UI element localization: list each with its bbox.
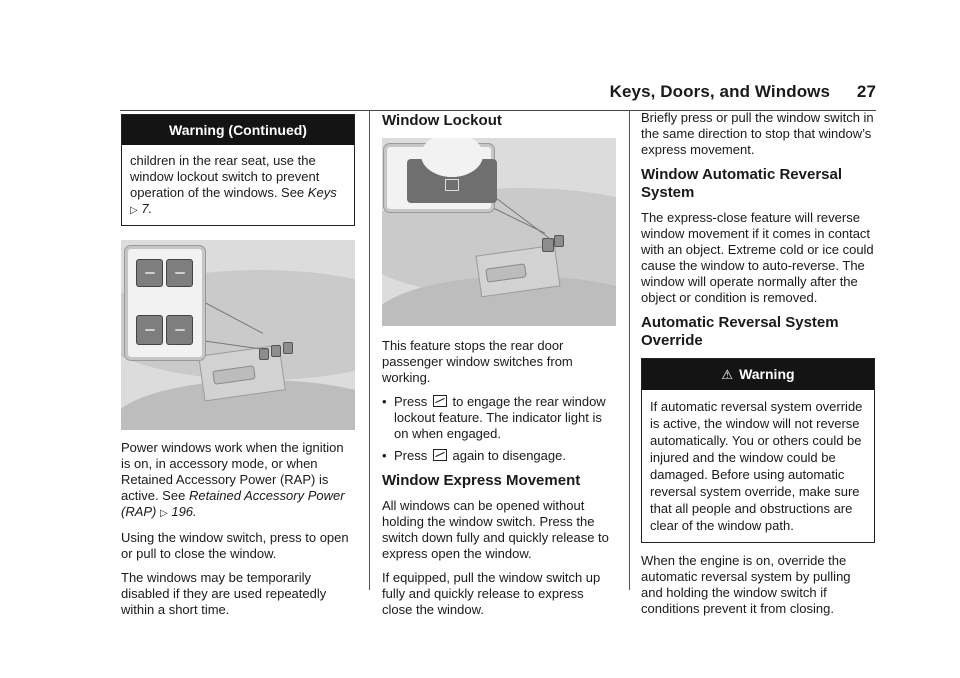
column-3 bbox=[641, 110, 875, 625]
lockout-description: This feature stops the rear door passenger window switches from working. bbox=[382, 338, 573, 385]
express-close-text: If equipped, pull the window switch up fully and quickly release to express close the window. bbox=[382, 570, 601, 617]
window-lockout-heading: Window Lockout bbox=[382, 112, 502, 129]
warning-continued-text: children in the rear seat, use the window lockout switch to prevent operation of the windows. See bbox=[130, 153, 320, 200]
express-movement-heading: Window Express Movement bbox=[382, 472, 581, 489]
lockout-closeup-inset bbox=[384, 144, 494, 212]
rap-xref-link[interactable]: Retained Accessory Power (RAP) ▷ 196. bbox=[121, 488, 345, 519]
column-divider-2 bbox=[629, 110, 630, 590]
express-open-text: All windows can be opened without holding the window switch. Press the switch down fully and quickly release to express open the window. bbox=[382, 498, 609, 561]
list-item: • Press again to disengage. bbox=[382, 448, 616, 464]
stop-express-text: Briefly press or pull the window switch in the same direction to stop that window’s express movement. bbox=[641, 110, 874, 157]
section-title: Keys, Doors, and Windows bbox=[609, 82, 831, 101]
override-warning-text: If automatic reversal system override is active, the window will not reverse automatically. You or others could be injured and the window could be damaged. Before using automatic reversal system override, make sure that all people and obstructions are clear of the window path. bbox=[650, 399, 863, 533]
switch-usage-text: Using the window switch, press to open or pull to close the window. bbox=[121, 530, 349, 561]
warning-continued-title: Warning (Continued) bbox=[122, 115, 354, 145]
lockout-steps bbox=[382, 394, 616, 464]
auto-reversal-text: The express-close feature will reverse window movement if it comes in contact with an object. Extreme cold or ice could cause the window to auto-reverse. The window will operate normally after the object or condition is removed. bbox=[641, 210, 874, 305]
override-warning-title: Warning bbox=[739, 366, 795, 382]
window-lockout-icon bbox=[433, 395, 447, 407]
auto-reversal-heading: Window Automatic Reversal System bbox=[641, 166, 843, 201]
override-instructions: When the engine is on, override the automatic reversal system by pulling and holding the window switch if conditions prevent it from closing. bbox=[641, 553, 851, 616]
list-item: • Press to engage the rear window lockout feature. The indicator light is on when engaged. bbox=[382, 394, 616, 442]
xref-arrow-icon: ▷ bbox=[130, 205, 138, 216]
column-divider-1 bbox=[369, 110, 370, 590]
page-number: 27 bbox=[856, 82, 876, 101]
page-header bbox=[500, 82, 876, 102]
keys-xref-link[interactable]: Keys ▷ 7. bbox=[130, 185, 337, 216]
override-heading: Automatic Reversal System Override bbox=[641, 314, 839, 349]
override-warning-box bbox=[641, 358, 875, 543]
window-lockout-icon bbox=[445, 179, 459, 191]
switch-closeup-inset bbox=[125, 246, 205, 360]
warning-triangle-icon: ⚠ bbox=[721, 367, 734, 382]
column-2 bbox=[382, 110, 616, 626]
warning-continued-body bbox=[122, 145, 354, 225]
xref-arrow-icon: ▷ bbox=[160, 508, 168, 519]
window-switch-illustration bbox=[121, 240, 355, 430]
disabled-windows-text: The windows may be temporarily disabled if they are used repeatedly within a short time. bbox=[121, 570, 327, 617]
column-1 bbox=[121, 110, 355, 626]
window-lockout-illustration bbox=[382, 138, 616, 326]
power-windows-text: Power windows work when the ignition is on, in accessory mode, or when Retained Accessory Power (RAP) is active. See bbox=[121, 440, 344, 503]
window-lockout-icon bbox=[433, 449, 447, 461]
warning-continued-box bbox=[121, 114, 355, 226]
